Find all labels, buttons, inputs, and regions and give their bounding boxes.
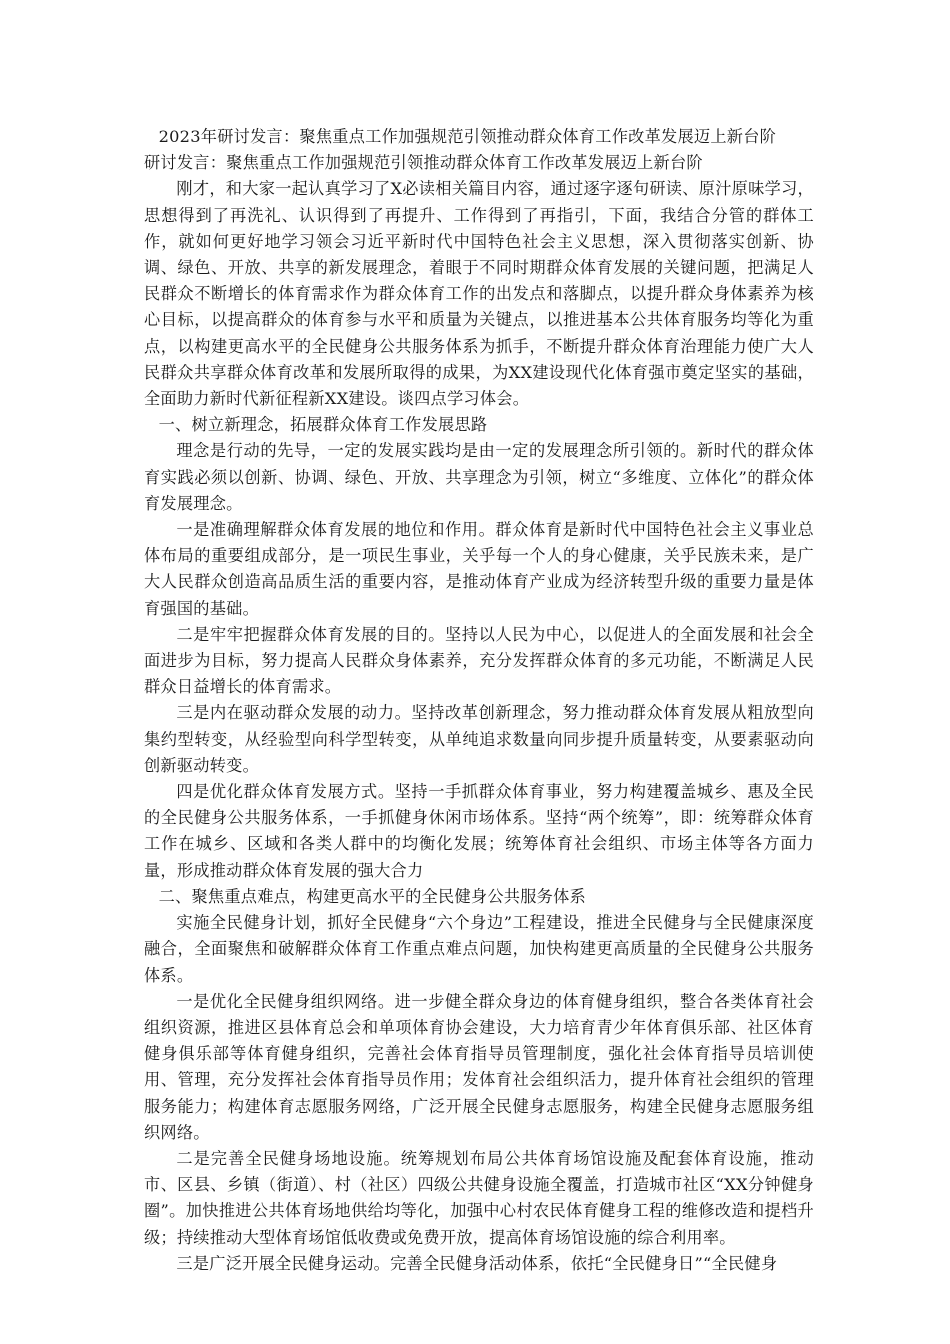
document-page <box>144 124 814 1277</box>
paragraph: 二是牢牢把握群众体育发展的目的。坚持以人民为中心，以促进人的全面发展和社会全面进步为目标，努力提高人民群众身体素养，充分发挥群众体育的多元功能，不断满足人民群众日益增长的体育需求。 <box>144 624 814 697</box>
paragraph: 一是优化全民健身组织网络。进一步健全群众身边的体育健身组织，整合各类体育社会组织资源，推进区县体育总会和单项体育协会建设，大力培育青少年体育俱乐部、社区体育健身俱乐部等体育健身组织，完善社会体育指导员管理制度，强化社会体育指导员培训使用、管理，充分发挥社会体育指导员作用；发体育社会组织活力，提升体育社会组织的管理服务能力；构建体育志愿服务网络，广泛开展全民健身志愿服务，构建全民健身志愿服务组织网络。 <box>144 991 814 1142</box>
document-title-line2: 研讨发言：聚焦重点工作加强规范引领推动群众体育工作改革发展迈上新台阶 <box>144 153 703 173</box>
paragraph: 四是优化群众体育发展方式。坚持一手抓群众体育事业，努力构建覆盖城乡、惠及全民的全民健身公共服务体系，一手抓健身休闲市场体系。坚持“两个统筹”，即：统筹群众体育工作在城乡、区域和各类人群中的均衡化发展；统筹体育社会组织、市场主体等各方面力量，形成推动群众体育发展的强大合力 <box>144 782 814 880</box>
paragraph: 二是完善全民健身场地设施。统筹规划布局公共体育场馆设施及配套体育设施，推动市、区县、乡镇（街道）、村（社区）四级公共健身设施全覆盖，打造城市社区“XX分钟健身圈”。加快推进公共体育场地供给均等化，加强中心村农民体育健身工程的维修改造和提档升级；持续推动大型体育场馆低收费或免费开放，提高体育场馆设施的综合利用率。 <box>144 1148 814 1247</box>
paragraph: 三是广泛开展全民健身运动。完善全民健身活动体系，依托“全民健身日”“全民健身 <box>176 1253 778 1273</box>
paragraph-intro: 刚才，和大家一起认真学习了X必读相关篇目内容，通过逐字逐句研读、原汁原味学习，思想得到了再洗礼、认识得到了再提升、工作得到了再指引，下面，我结合分管的群体工作，就如何更好地学习领会习近平新时代中国特色社会主义思想，深入贯彻落实创新、协调、绿色、开放、共享的新发展理念，着眼于不同时期群众体育发展的关键问题，把满足人民群众不断增长的体育需求作为群众体育工作的出发点和落脚点，以提升群众身体素养为核心目标，以提高群众的体育参与水平和质量为关键点，以推进基本公共体育服务均等化为重点，以构建更高水平的全民健身公共服务体系为抓手，不断提升群众体育治理能力使广大人民群众共享群众体育改革和发展所取得的成果，为XX建设现代化体育强市奠定坚实的基础，全面助力新时代新征程新XX建设。谈四点学习体会。 <box>144 179 814 409</box>
section-heading-1: 一、树立新理念，拓展群众体育工作发展思路 <box>158 415 488 435</box>
section-heading-2: 二、聚焦重点难点，构建更高水平的全民健身公共服务体系 <box>158 886 586 906</box>
paragraph: 一是准确理解群众体育发展的地位和作用。群众体育是新时代中国特色社会主义事业总体布局的重要组成部分，是一项民生事业，关乎每一个人的身心健康，关乎民族未来，是广大人民群众创造高品质生活的重要内容，是推动体育产业成为经济转型升级的重要力量是体育强国的基础。 <box>144 520 814 618</box>
paragraph: 实施全民健身计划，抓好全民健身“六个身边”工程建设，推进全民健身与全民健康深度融合，全面聚焦和破解群众体育工作重点难点问题，加快构建更高质量的全民健身公共服务体系。 <box>144 913 814 985</box>
paragraph: 理念是行动的先导，一定的发展实践均是由一定的发展理念所引领的。新时代的群众体育实践必须以创新、协调、绿色、开放、共享理念为引领，树立“多维度、立体化”的群众体育发展理念。 <box>144 441 814 513</box>
document-title-line1: 2023年研讨发言：聚焦重点工作加强规范引领推动群众体育工作改革发展迈上新台阶 <box>158 127 777 146</box>
paragraph: 三是内在驱动群众发展的动力。坚持改革创新理念，努力推动群众体育发展从粗放型向集约型转变，从经验型向科学型转变，从单纯追求数量向同步提升质量转变，从要素驱动向创新驱动转变。 <box>144 703 814 775</box>
